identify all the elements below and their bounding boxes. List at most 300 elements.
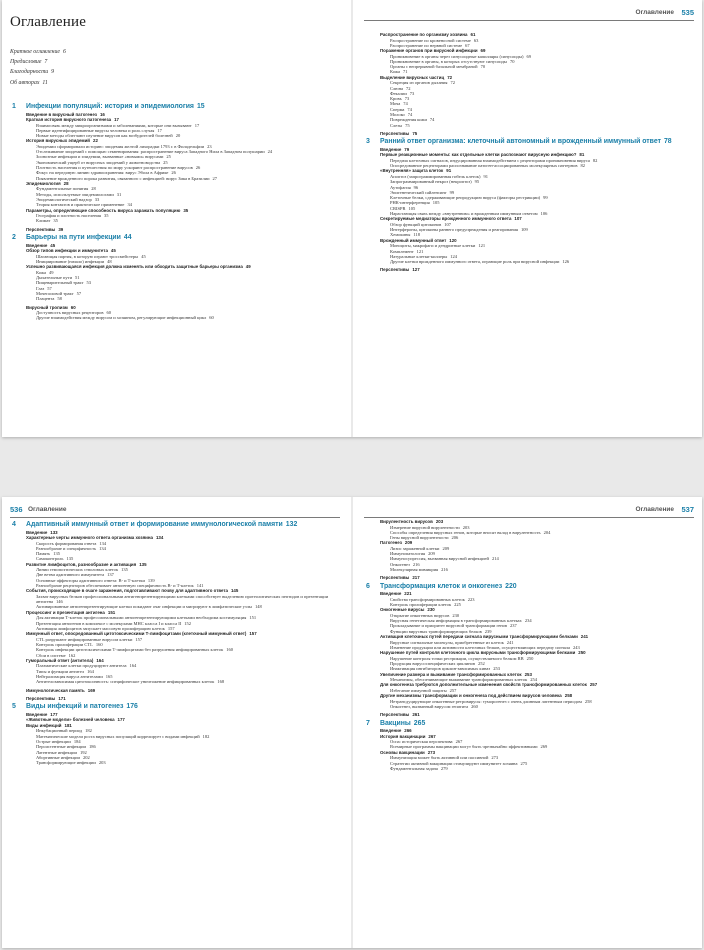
entry-title: Процессинг и презентация антигена xyxy=(26,609,105,615)
entry-page: 81 xyxy=(579,152,585,158)
entry-page: 57 xyxy=(47,285,52,291)
entry-page: 60 xyxy=(70,304,76,310)
entry-page: 69 xyxy=(526,53,531,59)
entry-page: 15 xyxy=(196,103,205,110)
page-537 xyxy=(364,497,694,948)
entry-title: Интерфероны, цитокины раннего предупреждения и реагирования xyxy=(390,227,518,233)
entry-page: 165 xyxy=(105,673,113,679)
entry-page: 48 xyxy=(107,258,112,264)
entry-title: Нарушение путей контроля клеточного цикла вирусными трансформирующими белками xyxy=(380,650,576,656)
subsection-entry[interactable] xyxy=(364,766,694,771)
entry-page: 239 xyxy=(484,628,492,634)
entry-page: 26 xyxy=(195,165,201,171)
entry-page: 75 xyxy=(405,122,410,128)
entry-title: Линии гемопоэтических стволовых клеток xyxy=(36,567,119,573)
entry-title: Перспективы xyxy=(380,575,410,581)
entry-page: 16 xyxy=(99,111,105,117)
entry-page: 209 xyxy=(428,551,435,557)
entry-page: 23 xyxy=(207,143,212,149)
entry-title: Эпидемии сформировали историю: эпидемия желтой лихорадки 1793 г. в Филадельфии xyxy=(36,143,205,149)
entry-page: 164 xyxy=(96,657,104,663)
entry-title: Органы с непрерывной базальной мембраной xyxy=(390,64,478,70)
entry-title: Вирусный тропизм xyxy=(26,304,68,310)
entry-page: 28 xyxy=(63,180,69,186)
entry-title: Характерные черты иммунного ответа организма хозяина xyxy=(26,535,153,540)
entry-title: CTL разрушают инфицированные вирусом клетки xyxy=(36,636,133,642)
entry-title: Эпидемиологический надзор xyxy=(36,197,92,203)
entry-page: 79 xyxy=(404,146,410,152)
running-head-title: Оглавление xyxy=(635,506,674,513)
entry-title: Сперма xyxy=(390,106,405,112)
entry-page: 279 xyxy=(440,765,448,771)
entry-page: 60 xyxy=(106,310,112,316)
entry-page: 60 xyxy=(209,315,214,321)
entry-title: Секреция из органов дыхания xyxy=(390,80,448,86)
entry-title: Персистентные инфекции xyxy=(36,744,86,750)
entry-page: 7 xyxy=(44,59,48,66)
entry-title: Поражение органов при вирусной инфекции xyxy=(380,48,478,54)
entry-page: 9 xyxy=(51,69,55,76)
entry-page: 267 xyxy=(455,739,463,745)
entry-title: «Животные модели» болезней человека xyxy=(26,717,115,723)
entry-page: 74 xyxy=(407,106,412,112)
entry-title: Скорость формирования ответа xyxy=(36,540,97,546)
entry-title: Нарастающая связь между «внутренним» и врожденным иммунным ответом xyxy=(390,211,538,217)
entry-title: Вирулентность вирусов xyxy=(380,519,433,524)
entry-page: 243 xyxy=(573,644,580,650)
chapter-number: 4 xyxy=(12,521,16,528)
entry-title: Онкогенез, вызванный вирусом гепатита xyxy=(390,703,469,709)
entry-page: 223 xyxy=(467,596,475,602)
entry-page: 106 xyxy=(540,211,548,217)
entry-title: География и плотность населения xyxy=(36,213,101,219)
entry-title: Активация лимфоцитов запускает массовую пролиферацию клеток xyxy=(36,625,165,631)
entry-title: Нетрансдуцирующие онкогенные ретровирусы: туморогенез с очень длинным латентным периодом xyxy=(390,698,582,704)
perspectives-entry[interactable] xyxy=(364,267,694,272)
entry-title: Инициирование (начало) инфекции xyxy=(36,258,105,264)
entry-page: 192 xyxy=(79,749,87,755)
entry-page: 17 xyxy=(194,122,200,128)
entry-title: Введение xyxy=(380,146,402,152)
entry-title: Глаз xyxy=(36,285,45,291)
entry-title: Молоко xyxy=(390,112,405,118)
entry-title: Шагающая партия, в которую играют троссмейстеры xyxy=(36,253,139,259)
entry-page: 160 xyxy=(95,641,103,647)
entry-page: 71 xyxy=(403,69,408,75)
entry-page: 157 xyxy=(135,636,143,642)
entry-page: 35 xyxy=(103,213,109,219)
entry-title: Изменение продукции или активности клеточных белков, осуществляющих передачу сигнала xyxy=(390,644,571,650)
entry-title: Две ветви адаптивного иммунитета xyxy=(36,572,105,578)
entry-page: 72 xyxy=(406,85,411,91)
running-head xyxy=(364,505,694,518)
entry-page: 171 xyxy=(58,696,66,702)
entry-title: Контроль пролиферации клеток xyxy=(390,602,452,608)
toc-list xyxy=(10,519,340,766)
entry-page: 134 xyxy=(99,545,106,551)
entry-title: Математические модели роста вирусных популяций коррелирует с видами инфекций xyxy=(36,733,200,739)
entry-page: 230 xyxy=(427,607,435,613)
entry-title: Трансформация клеток и онкогенез xyxy=(380,582,503,590)
page-534 xyxy=(10,0,340,437)
entry-title: Сбои в системе xyxy=(36,652,66,658)
entry-page: 118 xyxy=(413,232,420,238)
entry-title: Кожа xyxy=(390,69,401,75)
entry-title: Плотность населения и путешествия по миру ускоряют распространение вирусов xyxy=(36,165,193,171)
entry-page: 225 xyxy=(454,602,461,608)
entry-page: 164 xyxy=(87,668,94,674)
entry-page: 107 xyxy=(514,216,522,222)
perspectives-entry[interactable] xyxy=(364,131,694,136)
entry-page: 157 xyxy=(167,625,175,631)
entry-page: 241 xyxy=(506,639,514,645)
entry-page: 61 xyxy=(470,32,476,37)
entry-page: 35 xyxy=(53,218,58,224)
entry-title: Нарушение контроля точки рестрикции, осуществляемого белком RB xyxy=(390,655,524,661)
entry-page: 69 xyxy=(480,48,486,54)
chapter-number: 1 xyxy=(12,103,16,110)
entry-title: Кожа xyxy=(36,269,47,275)
entry-title: Проникновение в органы, в которых отсутствуют синусоиды xyxy=(390,58,507,64)
entry-page: 120 xyxy=(449,237,457,243)
entry-title: Клеточные белки, сдерживающие репродукцию вируса (факторы рестрикции) xyxy=(390,195,541,201)
entry-page: 135 xyxy=(53,551,60,557)
entry-title: Барьеры на пути инфекции xyxy=(26,234,121,242)
entry-title: Способы определения вирусных генов, которые вносят вклад в вирулентность xyxy=(390,529,541,535)
entry-page: 151 xyxy=(107,609,116,615)
entry-page: 105 xyxy=(408,205,416,211)
entry-page: 6 xyxy=(62,49,66,55)
entry-page: 51 xyxy=(75,275,80,281)
entry-page: 11 xyxy=(42,79,48,86)
subsection-entry[interactable] xyxy=(10,760,340,765)
toc-list xyxy=(364,519,694,771)
entry-page: 75 xyxy=(412,130,418,136)
chapter-entry[interactable] xyxy=(364,138,694,146)
entry-title: Память xyxy=(36,551,51,557)
entry-page: 177 xyxy=(117,717,125,723)
entry-title: Механизмы, обеспечивающие выживание трансформированных клеток xyxy=(390,677,528,683)
entry-title: Стратегии активной вакцинации стимулируют иммунитет хозяина xyxy=(390,760,518,766)
entry-page: 91 xyxy=(446,168,452,174)
entry-title: Антителозависимая цитотоксичность: специфическое уничтожение инфицированных клеток xyxy=(36,679,215,685)
entry-page: 177 xyxy=(50,711,58,717)
entry-page: 209 xyxy=(442,545,450,551)
entry-title: Фекалии xyxy=(390,90,407,96)
entry-title: Выделение вирусных частиц xyxy=(380,74,445,80)
entry-title: Контроль инфекции цитотоксическими Т-лимфоцитами без разрушения инфицированных клеток xyxy=(36,647,224,653)
chapter-entry[interactable] xyxy=(10,521,340,529)
entry-page: 168 xyxy=(217,679,225,685)
entry-title: Доступность вирусных рецепторов xyxy=(36,310,104,316)
entry-title: Плацента xyxy=(36,296,55,302)
entry-page: 135 xyxy=(66,556,74,562)
entry-page: 258 xyxy=(584,698,592,704)
entry-title: Введение xyxy=(380,591,402,597)
front-matter-entry[interactable] xyxy=(10,78,340,88)
entry-page: 31 xyxy=(116,191,122,197)
entry-page: 241 xyxy=(580,634,589,640)
entry-title: Захват вирусных белков профессиональными антигенпрезентирующими клетками способствует выделению протеолитических пептидов и презентации антигена xyxy=(36,593,329,605)
entry-title: Активированные антигенпрезентирующие клетки покидают очаг инфекции и мигрируют в лимфатические узлы xyxy=(36,604,252,610)
chapter-number: 5 xyxy=(12,703,16,711)
entry-title: Патогенез xyxy=(380,540,402,546)
entry-page: 152 xyxy=(184,620,192,626)
front-matter-entry[interactable] xyxy=(10,57,340,67)
entry-title: Иммунизация может быть активной или пассивной xyxy=(390,755,489,761)
entry-page: 24 xyxy=(267,149,273,155)
entry-page: 182 xyxy=(202,733,210,739)
entry-title: Латентные инфекции xyxy=(36,749,77,755)
entry-title: Моноциты, макрофаги и дендритные клетки xyxy=(390,243,476,249)
entry-page: 25 xyxy=(163,159,168,165)
entry-page: 58 xyxy=(57,296,62,302)
entry-page: 82 xyxy=(580,163,585,169)
entry-title: Лизис зараженной клетки xyxy=(390,545,440,551)
entry-title: Измерение вирусной вирулентности xyxy=(390,524,460,530)
entry-page: 39 xyxy=(58,226,64,232)
entry-title: Слезы xyxy=(390,122,403,128)
running-head xyxy=(10,505,340,518)
entry-title: Обзор типов инфекции и иммунитета xyxy=(26,248,108,254)
entry-title: Фундаментальные понятия xyxy=(36,186,89,192)
entry-page: 206 xyxy=(451,535,459,541)
entry-title: Иммунный ответ, опосредованный цитотоксическими Т-лимфоцитами (клеточный иммунный ответ) xyxy=(26,631,247,637)
entry-page: 127 xyxy=(412,267,420,273)
entry-page: 134 xyxy=(99,540,107,546)
entry-title: «Внутренняя» защита клеток xyxy=(380,168,444,174)
entry-title: Другие механизмы трансформации и онкогенеза под действием вирусов человека xyxy=(380,693,562,699)
entry-title: Распространение по организму хозяина xyxy=(380,32,468,37)
entry-title: Оспа: историческая перспектива xyxy=(390,739,453,745)
entry-title: Перспективы xyxy=(26,696,56,702)
entry-page: 261 xyxy=(412,712,420,718)
entry-title: Экономический ущерб от вирусных эпидемий у животноводства xyxy=(36,159,161,165)
entry-page: 257 xyxy=(589,682,598,688)
entry-page: 107 xyxy=(444,221,452,227)
entry-title: Апоптоз (запрограммированная гибель клеток) xyxy=(390,173,481,179)
entry-page: 78 xyxy=(663,138,672,146)
entry-page: 148 xyxy=(254,604,262,610)
entry-page: 169 xyxy=(87,687,96,693)
entry-title: Первые реакционные моменты: как отдельные клетки распознают вирусную инфекцию? xyxy=(380,152,577,158)
entry-page: 237 xyxy=(510,623,517,629)
running-head-title: Оглавление xyxy=(635,9,674,16)
perspectives-entry[interactable] xyxy=(364,575,694,580)
entry-page: 203 xyxy=(462,524,470,530)
entry-page: 234 xyxy=(524,618,532,624)
entry-title: Повреждения кожи xyxy=(390,117,427,123)
entry-page: 269 xyxy=(540,744,548,750)
entry-title: Краткая история вирусного патогенеза xyxy=(26,117,112,122)
entry-page: 134 xyxy=(155,535,164,540)
entry-title: Открытие онкогенных вирусов xyxy=(390,612,450,618)
chapter-entry[interactable] xyxy=(364,720,694,728)
page-number: 536 xyxy=(10,505,23,514)
entry-title: Другие клетки врожденного иммунного ответа, играющие роль при вирусной инфекции xyxy=(390,259,560,265)
subsection-entry[interactable] xyxy=(10,594,340,605)
entry-page: 135 xyxy=(139,561,147,567)
entry-page: 26 xyxy=(171,170,176,176)
entry-title: Отслеживание эпидемий с помощью секвенирования: распространение вируса Западного Нила в Западном полушарии xyxy=(36,149,265,155)
entry-page: 105 xyxy=(432,200,440,206)
entry-title: Вирусная генетическая информация в трансформированных клетках xyxy=(390,618,522,624)
entry-page: 216 xyxy=(412,561,420,567)
entry-page: 137 xyxy=(107,572,114,578)
entry-title: Комплемент xyxy=(390,248,414,254)
entry-title: Активация клеточных путей передачи сигнала вирусными трансформирующими белками xyxy=(380,634,578,640)
chapter-entry[interactable] xyxy=(10,103,340,111)
perspectives-entry[interactable] xyxy=(10,696,340,701)
entry-page: 95 xyxy=(474,179,480,185)
front-matter-entry[interactable] xyxy=(10,47,340,57)
entry-page: 151 xyxy=(249,615,257,621)
entry-page: 273 xyxy=(427,749,436,755)
entry-page: 96 xyxy=(413,184,419,190)
entry-title: Натуральные клетки-киллеры xyxy=(390,253,448,259)
entry-page: 63 xyxy=(473,37,479,43)
entry-page: 72 xyxy=(450,80,455,86)
entry-title: Острые инфекции xyxy=(36,739,71,745)
perspectives-entry[interactable] xyxy=(364,712,694,717)
entry-title: Параметры, определяющие способность вируса заражать популяцию xyxy=(26,207,181,213)
entry-title: Введение xyxy=(26,242,48,248)
entry-title: Перспективы xyxy=(380,712,410,718)
entry-title: Презентация антигенов в комплексе с молекулами МНС класса I и класса II xyxy=(36,620,182,626)
entry-title: Ранний ответ организма: клеточный автономный и врожденный иммунный ответ xyxy=(380,138,661,146)
entry-title: Краткое оглавление xyxy=(10,49,60,55)
entry-title: Инактивация ингибиторов циклин-зависимых киназ xyxy=(390,666,491,672)
entry-page: 25 xyxy=(166,154,171,160)
spread-gutter xyxy=(351,497,353,948)
entry-title: Распространение по нервной системе xyxy=(390,42,463,48)
entry-title: Слюна xyxy=(390,85,404,91)
toc-spread-bottom xyxy=(2,497,702,948)
entry-title: Инкубационный период xyxy=(36,728,83,734)
entry-title: Трансформирующие инфекции xyxy=(36,760,96,766)
entry-page: 20 xyxy=(175,133,181,139)
chapter-number: 2 xyxy=(12,234,16,242)
entry-title: Взаимосвязь между микроорганизмами и заболеваниями, которые они вызывают xyxy=(36,122,192,128)
entry-page: 99 xyxy=(449,189,455,195)
entry-title: Инфекции популяций: история и эпидемиология xyxy=(26,103,194,110)
entry-title: Увеличение размера и выживание трансформированных клеток xyxy=(380,671,522,677)
entry-title: Введение в вирусный патогенез xyxy=(26,111,97,117)
entry-page: 45 xyxy=(50,242,56,248)
entry-page: 202 xyxy=(82,754,90,760)
entry-title: Успешно развивающаяся инфекция должна изменять или обходить защитные барьеры организма xyxy=(26,264,243,270)
chapter-entry[interactable] xyxy=(10,703,340,711)
subsection-entry[interactable] xyxy=(10,315,340,320)
entry-page: 44 xyxy=(123,234,132,242)
entry-title: Гуморальный ответ (антитела) xyxy=(26,657,94,663)
entry-title: Пищеварительный тракт xyxy=(36,280,84,286)
entry-page: 214 xyxy=(491,556,499,562)
entry-title: Перспективы xyxy=(26,226,56,232)
entry-title: Перспективы xyxy=(380,267,410,273)
entry-page: 34 xyxy=(127,202,132,208)
entry-page: 186 xyxy=(88,744,96,750)
entry-title: Эпидемиология xyxy=(26,180,61,186)
entry-page: 126 xyxy=(562,259,570,265)
entry-page: 253 xyxy=(493,666,500,672)
entry-title: Передача клеточных сигналов, индуцированная взаимодействием с рецепторами проникновения вируса xyxy=(390,157,590,163)
page-number: 535 xyxy=(681,8,694,17)
entry-title: События, происходящие в очаге заражения, подготавливают почву для адаптивного ответа xyxy=(26,588,228,594)
entry-title: Основы вакцинации xyxy=(380,749,425,755)
entry-page: 203 xyxy=(435,519,444,524)
entry-title: Введение xyxy=(26,529,48,535)
entry-title: Прокладывание и приоритет вирусной трансформации генов xyxy=(390,623,508,629)
entry-title: Вирусные сигнальные молекулы, приобретенные из клеток xyxy=(390,639,504,645)
entry-page: 253 xyxy=(524,671,532,677)
entry-page: 250 xyxy=(526,655,534,661)
entry-page: 70 xyxy=(509,58,515,64)
entry-title: Запрограммированный некроз (некроптоз) xyxy=(390,179,472,185)
entry-page: 135 xyxy=(121,567,128,573)
toc-spread-top xyxy=(2,0,702,437)
entry-page: 203 xyxy=(98,760,106,766)
entry-title: Об авторах xyxy=(10,79,40,86)
entry-title: Для активации Т-клеток профессиональными антигенпрезентирующими клетками необходима костимуляция xyxy=(36,615,247,621)
entry-title: Врожденный иммунный ответ xyxy=(380,237,447,243)
entry-page: 181 xyxy=(64,722,72,728)
entry-title: Плазматические клетки продуцируют антитела xyxy=(36,663,127,669)
entry-page: 160 xyxy=(226,647,233,653)
entry-title: Онкогенные вирусы xyxy=(380,607,425,613)
entry-title: Виды инфекций xyxy=(26,722,62,728)
entry-title: Свойства трансформированных клеток xyxy=(390,596,465,602)
entry-title: РНК-интерференция xyxy=(390,200,430,206)
entry-page: 141 xyxy=(196,583,204,589)
entry-title: Продукция вирусоспецифических циклинов xyxy=(390,660,476,666)
chapter-number: 7 xyxy=(366,719,370,727)
entry-page: 74 xyxy=(429,117,435,123)
chapter-entry[interactable] xyxy=(364,583,694,591)
entry-title: Абортивные инфекции xyxy=(36,754,80,760)
entry-page: 57 xyxy=(76,290,82,296)
entry-page: 49 xyxy=(245,264,251,270)
entry-title: Виды инфекций и патогенез xyxy=(26,703,124,711)
entry-page: 74 xyxy=(407,112,413,118)
entry-page: 35 xyxy=(183,207,189,213)
entry-title: Основные эффекторы адаптивного ответа: В- и Т-клетки xyxy=(36,577,145,583)
front-matter-entry[interactable] xyxy=(10,67,340,77)
chapter-number: 6 xyxy=(366,582,370,590)
entry-page: 204 xyxy=(543,529,551,535)
entry-title: Кровь xyxy=(390,96,402,102)
entry-title: Разнообразие рецепторов обеспечивает антигенную специфичность В- и Т-клеток xyxy=(36,583,194,589)
entry-page: 146 xyxy=(55,599,63,605)
entry-title: Теория контактов и практическое применение xyxy=(36,202,125,208)
spread-gutter xyxy=(351,0,353,437)
page-536 xyxy=(10,497,340,948)
entry-page: 27 xyxy=(212,175,218,181)
entry-page: 184 xyxy=(73,739,81,745)
entry-title: Введение xyxy=(380,728,402,734)
entry-page: 182 xyxy=(85,728,92,734)
toc-list xyxy=(10,101,340,321)
entry-title: Дыхательные пути xyxy=(36,275,73,281)
entry-page: 216 xyxy=(441,567,448,573)
entry-title: Избегание иммунной защиты xyxy=(390,687,447,693)
entry-page: 157 xyxy=(249,631,257,637)
entry-page: 164 xyxy=(129,663,137,669)
chapter-entry[interactable] xyxy=(10,234,340,242)
entry-page: 53 xyxy=(86,280,91,286)
perspectives-entry[interactable] xyxy=(10,227,340,232)
entry-page: 275 xyxy=(520,760,528,766)
